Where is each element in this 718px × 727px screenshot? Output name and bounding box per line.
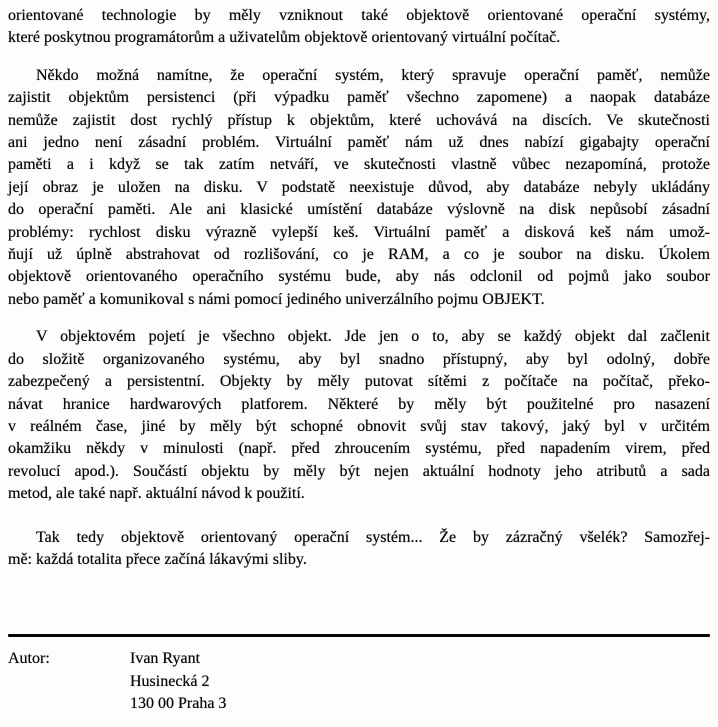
text-line: revolucí apod.). Součástí objektu by měly být nejen aktuální hodnoty jeho atributů a sada: [8, 462, 710, 480]
paragraph: [8, 65, 710, 311]
text-line: návat hranice hardwarových platforem. Některé by měly být použitelné pro nasazení: [8, 395, 710, 413]
text-line: v reálném čase, jiné by měly být schopné obnovit svůj stav takový, jaký byl v určitém: [8, 417, 710, 435]
paragraph: [8, 527, 710, 572]
text-line: problémy: rychlost disku výrazně vylepší keš. Virtuální paměť a disková keš nám umož-: [8, 223, 710, 241]
author-name: Ivan Ryant: [130, 650, 201, 668]
text-line: Tak tedy objektově orientovaný operační systém... Že by zázračný všelék? Samozřej-: [36, 528, 710, 546]
paragraph: [8, 5, 710, 50]
text-line: objektově orientovaného operačního systému bude, aby nás odclonil od pojmů jako soubor: [8, 268, 710, 286]
author-address: [130, 648, 226, 715]
text-line: mě: každá totalita přece začíná lákavými sliby.: [8, 550, 307, 568]
text-line: její obraz je uložen na disku. V podstatě neexistuje důvod, aby databáze nebyly ukládány: [8, 178, 710, 196]
text-line: paměti a i když se tak zatím netváří, ve skutečnosti vlastně vůbec nezapomíná, protože: [8, 156, 710, 174]
text-line: ani jedno není zásadní problém. Virtuální paměť nám už dnes nabízí gigabajty operační: [8, 134, 710, 152]
text-line: Někdo možná namítne, že operační systém, který spravuje operační paměť, nemůže: [36, 66, 710, 84]
text-line: zabezpečený a persistentní. Objekty by měly putovat sítěmi z počítače na počítač, překo-: [8, 373, 710, 391]
author-city: 130 00 Praha 3: [130, 695, 227, 713]
text-line: orientované technologie by měly vzniknout také objektově orientované operační systémy,: [8, 7, 710, 24]
author-footer: [8, 648, 710, 715]
author-street: Husinecká 2: [130, 672, 210, 690]
text-line: které poskytnou programátorům a uživatelům objektově orientovaný virtuální počítač.: [8, 29, 561, 47]
footer-divider: [8, 634, 710, 637]
text-line: nemůže zajistit dost rychlý přístup k objektům, které uchovává na discích. Ve skutečnosti: [8, 111, 710, 129]
paragraph: [8, 326, 710, 505]
text-line: do operační paměti. Ale ani klasické umístění databáze výslovně na disk nepůsobí zásadní: [8, 201, 710, 219]
text-line: V objektovém pojetí je všechno objekt. Jde jen o to, aby se každý objekt dal začlenit: [36, 328, 710, 346]
text-line: metod, ale také např. aktuální návod k použití.: [8, 485, 305, 503]
text-line: okamžiku někdy v minulosti (např. před zhroucením systému, před napadením virem, před: [8, 440, 710, 458]
text-line: zajistit objektům persistenci (při výpadku paměť všechno zapomene) a naopak databáze: [8, 89, 710, 107]
author-label: Autor:: [8, 650, 50, 668]
text-line: ňují už úplně abstrahovat od rozlišování, co je RAM, a co je soubor na disku. Úkolem: [8, 246, 710, 264]
text-line: do složitě organizovaného systému, aby byl snadno přístupný, aby byl odolný, dobře: [8, 350, 710, 368]
text-line: nebo paměť a komunikoval s námi pomocí jediného univerzálního pojmu OBJEKT.: [8, 290, 545, 308]
